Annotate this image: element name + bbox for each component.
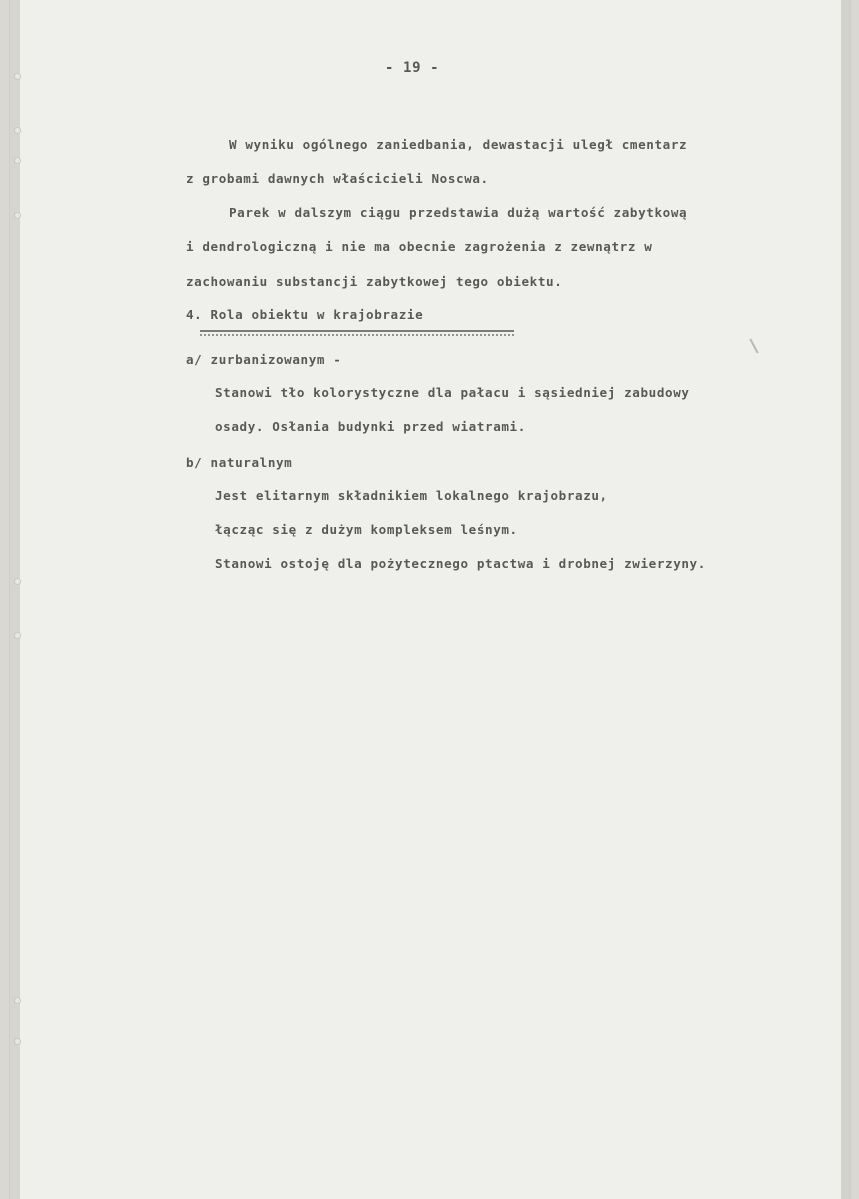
text-line: zachowaniu substancji zabytkowej tego obiektu. (186, 274, 563, 289)
text-line: Stanowi tło kolorystyczne dla pałacu i sąsiedniej zabudowy (215, 385, 690, 400)
punch-hole (14, 157, 21, 164)
punch-hole (14, 1038, 21, 1045)
typewritten-page (10, 0, 850, 1199)
text-line: Parek w dalszym ciągu przedstawia dużą wartość zabytkową (229, 205, 688, 220)
text-line: z grobami dawnych właścicieli Noscwa. (186, 171, 489, 186)
punch-hole (14, 212, 21, 219)
page-number: - 19 - (385, 60, 440, 76)
section-heading: 4. Rola obiektu w krajobrazie (186, 307, 424, 322)
page-left-edge (10, 0, 20, 1199)
heading-underline (200, 330, 514, 332)
text-line: Jest elitarnym składnikiem lokalnego krajobrazu, (215, 488, 608, 503)
text-line: osady. Osłania budynki przed wiatrami. (215, 419, 526, 434)
subsection-label: a/ zurbanizowanym - (186, 352, 342, 367)
punch-hole (14, 997, 21, 1004)
text-line: łącząc się z dużym kompleksem leśnym. (215, 522, 518, 537)
heading-underline-dotted (200, 334, 514, 336)
text-line: i dendrologiczną i nie ma obecnie zagrożenia z zewnątrz w (186, 239, 653, 254)
punch-hole (14, 632, 21, 639)
text-line: W wyniku ogólnego zaniedbania, dewastacji uległ cmentarz (229, 137, 688, 152)
punch-hole (14, 578, 21, 585)
margin-pencil-mark (749, 338, 758, 353)
subsection-label: b/ naturalnym (186, 455, 293, 470)
punch-hole (14, 73, 21, 80)
text-line: Stanowi ostoję dla pożytecznego ptactwa i drobnej zwierzyny. (215, 556, 706, 571)
page-right-edge (841, 0, 850, 1199)
punch-hole (14, 127, 21, 134)
